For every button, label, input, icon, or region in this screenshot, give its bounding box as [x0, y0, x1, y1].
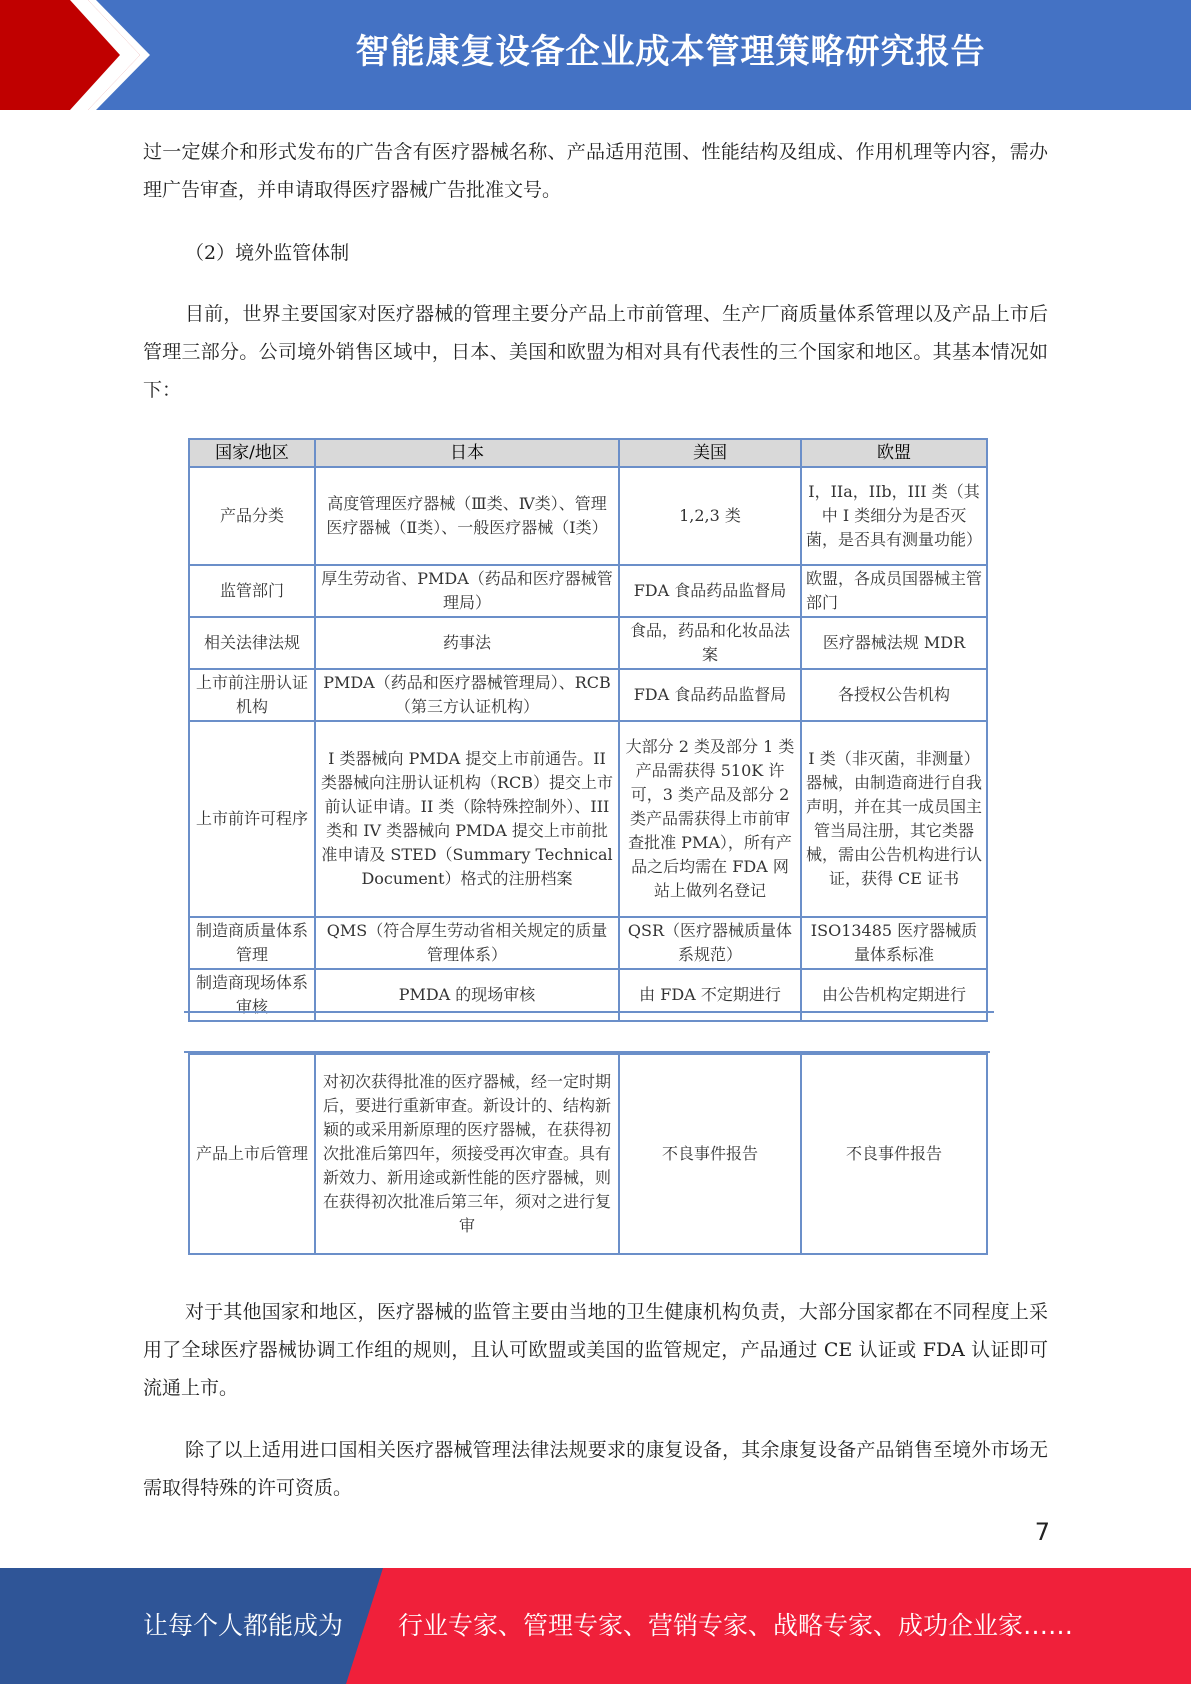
- table-row: [189, 969, 987, 1021]
- paragraph-overseas-intro: 目前，世界主要国家对医疗器械的管理主要分产品上市前管理、生产厂商质量体系管理以及产品上市后管理三部分。公司境外销售区域中，日本、美国和欧盟为相对具有代表性的三个国家和地区。其基本情况如下：: [143, 303, 1048, 401]
- cell-eu: 不良事件报告: [801, 1054, 987, 1254]
- table-row: [189, 1054, 987, 1254]
- regulation-comparison-table: [188, 438, 988, 1022]
- page-header: [0, 0, 1191, 110]
- header-usa: 美国: [619, 439, 801, 467]
- cell-eu: 欧盟，各成员国器械主管部门: [801, 565, 987, 617]
- table-row: [189, 669, 987, 721]
- table-row: [189, 617, 987, 669]
- row-label: 监管部门: [189, 565, 315, 617]
- cell-japan: I 类器械向 PMDA 提交上市前通告。II 类器械向注册认证机构（RCB）提交上市前认证申请。II 类（除特殊控制外）、III 类和 IV 类器械向 PMDA 提交上市前批准申请及 STED（Summary Technical Document）格式的注册档案: [315, 721, 619, 917]
- cell-eu: 医疗器械法规 MDR: [801, 617, 987, 669]
- table-row: [189, 565, 987, 617]
- cell-usa: QSR（医疗器械质量体系规范）: [619, 917, 801, 969]
- cell-eu: ISO13485 医疗器械质量体系标准: [801, 917, 987, 969]
- paragraph-ad-review: 过一定媒介和形式发布的广告含有医疗器械名称、产品适用范围、性能结构及组成、作用机理等内容，需办理广告审查，并申请取得医疗器械广告批准文号。: [143, 141, 1048, 201]
- footer-slogan-left: 让每个人都能成为: [143, 1611, 344, 1640]
- table-row: [189, 721, 987, 917]
- row-label: 产品上市后管理: [189, 1054, 315, 1254]
- paragraph-other-regions: 对于其他国家和地区，医疗器械的监管主要由当地的卫生健康机构负责，大部分国家都在不同程度上采用了全球医疗器械协调工作组的规则，且认可欧盟或美国的监管规定，产品通过 CE 认证或 FDA 认证即可流通上市。: [143, 1301, 1048, 1399]
- paragraph-no-special-license: 除了以上适用进口国相关医疗器械管理法律法规要求的康复设备，其余康复设备产品销售至境外市场无需取得特殊的许可资质。: [143, 1439, 1048, 1499]
- row-label: 制造商现场体系审核: [189, 969, 315, 1021]
- section-heading-overseas-regulation: （2）境外监管体制: [185, 242, 350, 264]
- cell-japan: 对初次获得批准的医疗器械，经一定时期后，要进行重新审查。新设计的、结构新颖的或采用新原理的医疗器械，在获得初次批准后第四年，须接受再次审查。具有新效力、新用途或新性能的医疗器械，则在获得初次批准后第三年，须对之进行复审: [315, 1054, 619, 1254]
- cell-eu: I 类（非灭菌，非测量）器械，由制造商进行自我声明，并在其一成员国主管当局注册，其它类器械，需由公告机构进行认证，获得 CE 证书: [801, 721, 987, 917]
- cell-japan: PMDA 的现场审核: [315, 969, 619, 1021]
- cell-usa: 由 FDA 不定期进行: [619, 969, 801, 1021]
- cell-usa: 不良事件报告: [619, 1054, 801, 1254]
- page-footer: [0, 1568, 1191, 1684]
- cell-japan: 高度管理医疗器械（Ⅲ类、Ⅳ类）、管理医疗器械（Ⅱ类）、一般医疗器械（Ⅰ类）: [315, 467, 619, 565]
- cell-japan: 药事法: [315, 617, 619, 669]
- row-label: 制造商质量体系管理: [189, 917, 315, 969]
- cell-usa: 大部分 2 类及部分 1 类产品需获得 510K 许可，3 类产品及部分 2 类产品需获得上市前审查批准 PMA），所有产品之后均需在 FDA 网站上做列名登记: [619, 721, 801, 917]
- table-row: [189, 917, 987, 969]
- cell-japan: QMS（符合厚生劳动省相关规定的质量管理体系）: [315, 917, 619, 969]
- cell-eu: I，IIa，IIb，III 类（其中 I 类细分为是否灭菌，是否具有测量功能）: [801, 467, 987, 565]
- table-bottom-rule: [184, 1011, 994, 1013]
- cell-usa: FDA 食品药品监督局: [619, 669, 801, 721]
- cell-eu: 各授权公告机构: [801, 669, 987, 721]
- row-label: 上市前注册认证机构: [189, 669, 315, 721]
- table-row: [189, 467, 987, 565]
- header-eu: 欧盟: [801, 439, 987, 467]
- header-japan: 日本: [315, 439, 619, 467]
- cell-usa: 1,2,3 类: [619, 467, 801, 565]
- cell-japan: PMDA（药品和医疗器械管理局）、RCB（第三方认证机构）: [315, 669, 619, 721]
- cell-usa: FDA 食品药品监督局: [619, 565, 801, 617]
- cell-eu: 由公告机构定期进行: [801, 969, 987, 1021]
- footer-slogan-right: 行业专家、管理专家、营销专家、战略专家、成功企业家……: [398, 1611, 1074, 1640]
- header-region: 国家/地区: [189, 439, 315, 467]
- row-label: 上市前许可程序: [189, 721, 315, 917]
- regulation-comparison-table-continued: [188, 1053, 988, 1255]
- report-title: 智能康复设备企业成本管理策略研究报告: [355, 32, 986, 72]
- row-label: 相关法律法规: [189, 617, 315, 669]
- cell-japan: 厚生劳动省、PMDA（药品和医疗器械管理局）: [315, 565, 619, 617]
- table-header-row: [189, 439, 987, 467]
- row-label: 产品分类: [189, 467, 315, 565]
- page-number: 7: [1034, 1518, 1050, 1546]
- cell-usa: 食品，药品和化妆品法案: [619, 617, 801, 669]
- header-arrow-decoration: [0, 0, 150, 110]
